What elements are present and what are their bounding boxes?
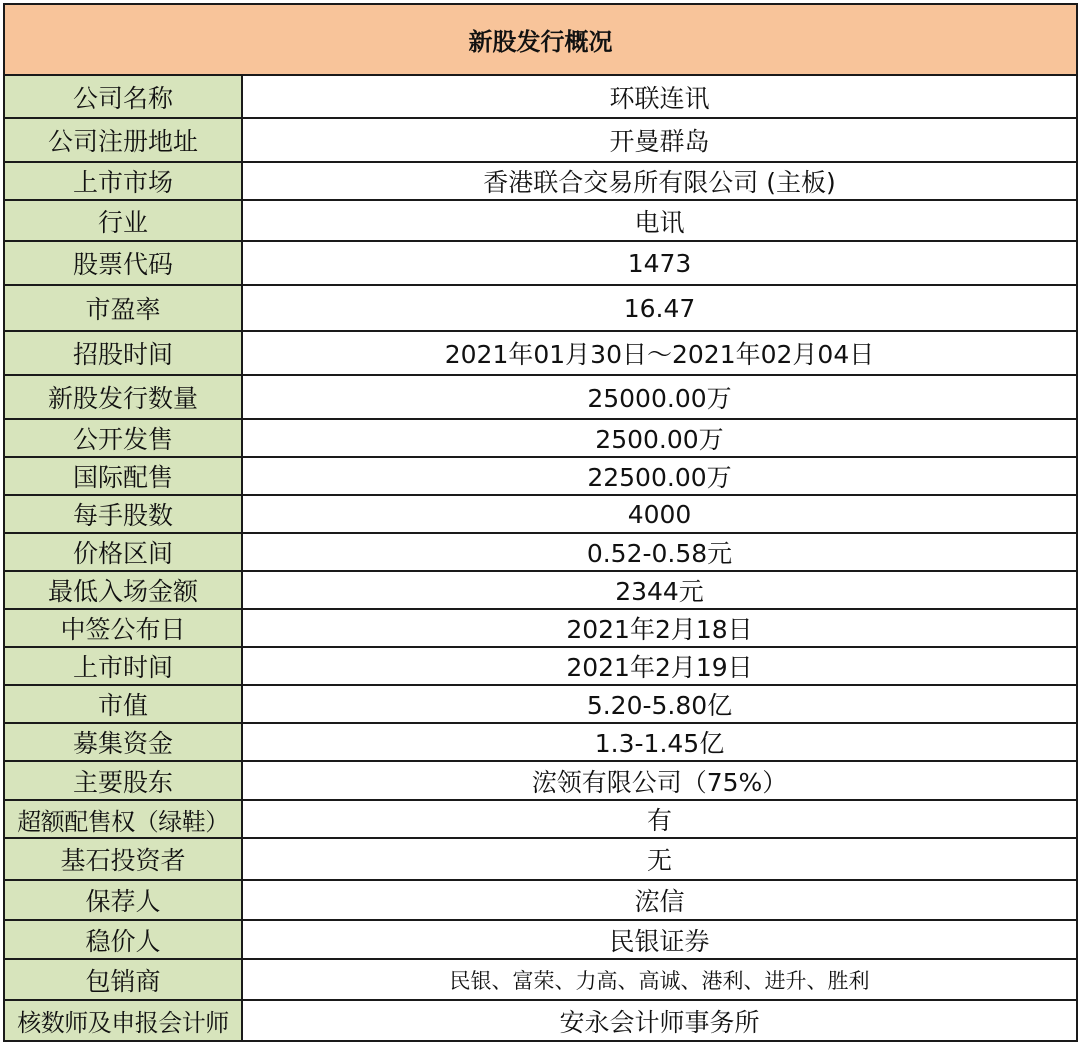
table-row [4,495,1077,533]
row-value: 环联连讯 [242,75,1077,118]
row-label: 公司注册地址 [4,118,242,162]
row-label: 公开发售 [4,419,242,457]
table-row [4,457,1077,495]
table-row [4,880,1077,920]
row-label: 主要股东 [4,761,242,800]
row-label: 最低入场金额 [4,571,242,609]
row-label: 上市时间 [4,647,242,685]
row-label: 市盈率 [4,285,242,331]
table-row [4,331,1077,375]
row-value: 无 [242,838,1077,880]
row-label: 超额配售权（绿鞋） [4,800,242,838]
table-row [4,162,1077,200]
row-label: 中签公布日 [4,609,242,647]
row-label: 招股时间 [4,331,242,375]
row-value: 2021年01月30日～2021年02月04日 [242,331,1077,375]
row-label: 股票代码 [4,241,242,285]
table-row [4,241,1077,285]
row-value: 安永会计师事务所 [242,1000,1077,1041]
row-value: 2021年2月18日 [242,609,1077,647]
table-row [4,959,1077,1000]
table-row [4,609,1077,647]
row-label: 稳价人 [4,920,242,959]
row-label: 市值 [4,685,242,723]
title-row [4,4,1077,75]
row-label: 募集资金 [4,723,242,761]
row-label: 包销商 [4,959,242,1000]
row-value: 4000 [242,495,1077,533]
row-value: 2500.00万 [242,419,1077,457]
row-label: 保荐人 [4,880,242,920]
table-row [4,533,1077,571]
row-value: 浤领有限公司（75%） [242,761,1077,800]
row-value: 2021年2月19日 [242,647,1077,685]
row-label: 核数师及申报会计师 [4,1000,242,1041]
row-value: 民银、富荣、力高、高诚、港利、进升、胜利 [242,959,1077,1000]
row-value: 开曼群岛 [242,118,1077,162]
row-value: 2344元 [242,571,1077,609]
row-value: 22500.00万 [242,457,1077,495]
table-row [4,920,1077,959]
row-label: 基石投资者 [4,838,242,880]
table-row [4,571,1077,609]
table-row [4,685,1077,723]
row-label: 每手股数 [4,495,242,533]
table-row [4,285,1077,331]
table-row [4,647,1077,685]
row-value: 1473 [242,241,1077,285]
row-value: 香港联合交易所有限公司 (主板) [242,162,1077,200]
table-row [4,838,1077,880]
row-value: 25000.00万 [242,375,1077,419]
row-label: 价格区间 [4,533,242,571]
row-value: 有 [242,800,1077,838]
row-value: 0.52-0.58元 [242,533,1077,571]
table-row [4,723,1077,761]
table-row [4,1000,1077,1041]
table-row [4,75,1077,118]
ipo-summary-table [3,3,1078,1042]
table-row [4,419,1077,457]
row-value: 电讯 [242,200,1077,241]
table-row [4,200,1077,241]
row-value: 民银证券 [242,920,1077,959]
row-label: 国际配售 [4,457,242,495]
row-label: 上市市场 [4,162,242,200]
row-value: 5.20-5.80亿 [242,685,1077,723]
row-label: 新股发行数量 [4,375,242,419]
row-label: 行业 [4,200,242,241]
table-row [4,118,1077,162]
row-value: 16.47 [242,285,1077,331]
table-row [4,761,1077,800]
table-row [4,375,1077,419]
row-label: 公司名称 [4,75,242,118]
table-row [4,800,1077,838]
row-value: 浤信 [242,880,1077,920]
table-title: 新股发行概况 [4,4,1077,75]
row-value: 1.3-1.45亿 [242,723,1077,761]
